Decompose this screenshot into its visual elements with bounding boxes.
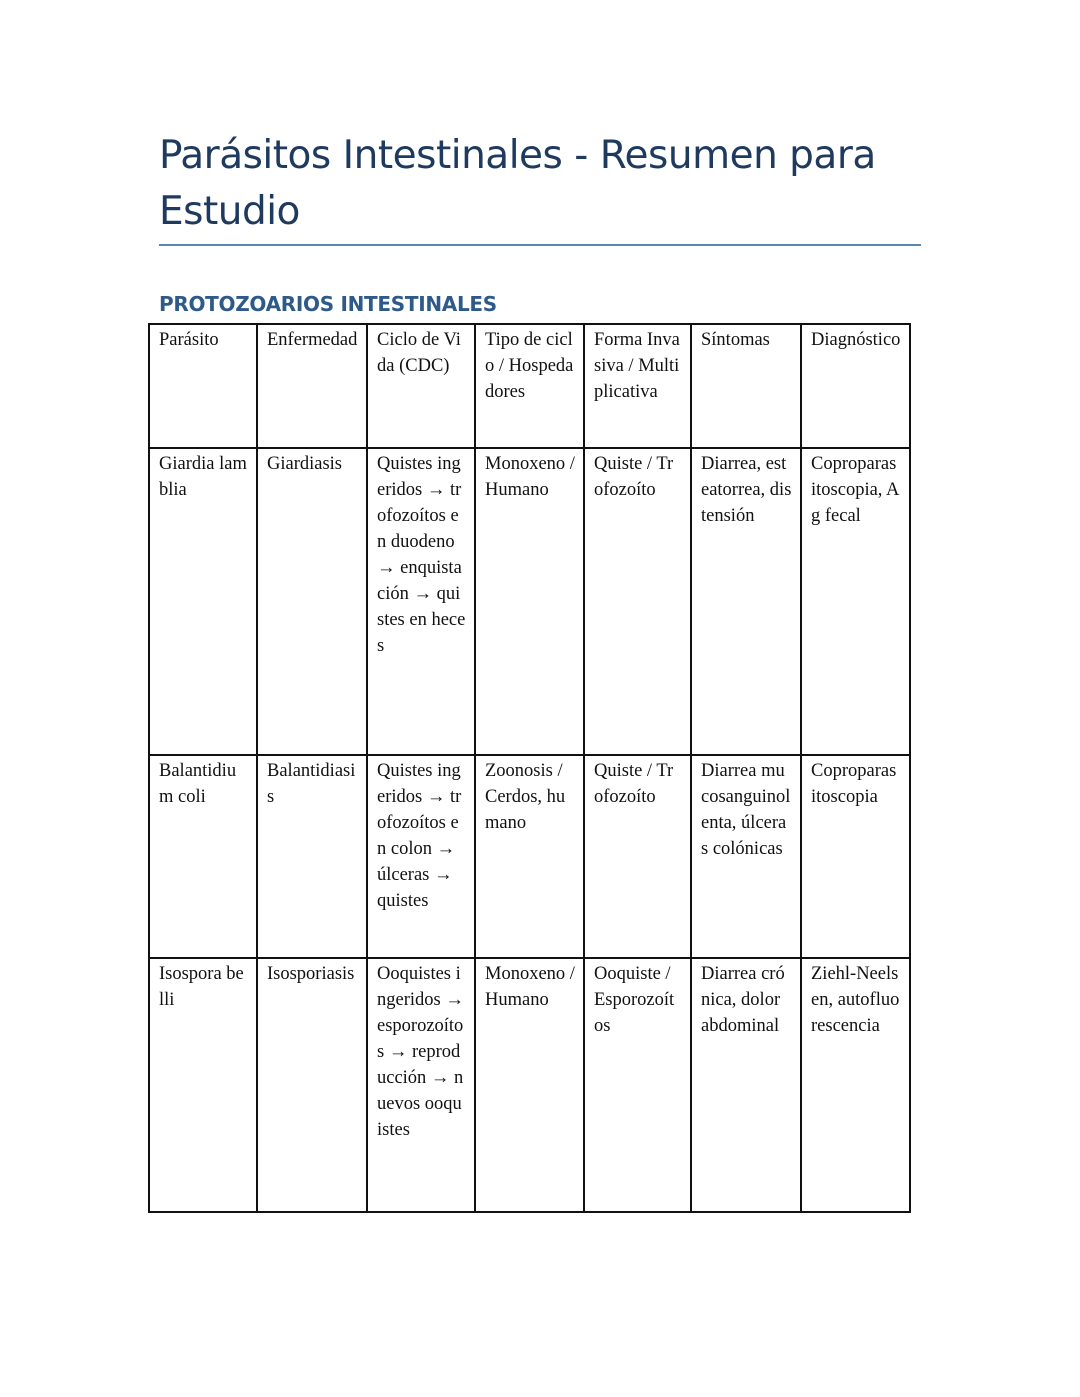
table-row	[149, 755, 910, 958]
table-cell: Quistes ingeridos → trofozoítos en duodeno → enquistación → quistes en heces	[367, 448, 475, 755]
table-cell: Monoxeno / Humano	[475, 958, 584, 1212]
table-cell: Ziehl-Neelsen, autofluorescencia	[801, 958, 910, 1212]
header-cell: Síntomas	[691, 324, 801, 448]
parasites-table	[148, 323, 911, 1213]
table-cell: Diarrea, esteatorrea, distensión	[691, 448, 801, 755]
table-cell: Ooquiste / Esporozoítos	[584, 958, 691, 1212]
table-cell: Ooquistes ingeridos → esporozoítos → reproducción → nuevos ooquistes	[367, 958, 475, 1212]
table-cell: Quistes ingeridos → trofozoítos en colon → úlceras → quistes	[367, 755, 475, 958]
table-cell: Coproparasitoscopia	[801, 755, 910, 958]
header-cell: Parásito	[149, 324, 257, 448]
table-header-row	[149, 324, 910, 448]
page-title: Parásitos Intestinales - Resumen para Estudio	[159, 133, 876, 234]
table-cell: Zoonosis / Cerdos, humano	[475, 755, 584, 958]
header-cell: Tipo de ciclo / Hospedadores	[475, 324, 584, 448]
table-cell: Isospora belli	[149, 958, 257, 1212]
table-cell: Balantidium coli	[149, 755, 257, 958]
table-row	[149, 958, 910, 1212]
table-row	[149, 448, 910, 755]
table-cell: Diarrea crónica, dolor abdominal	[691, 958, 801, 1212]
table-cell: Quiste / Trofozoíto	[584, 755, 691, 958]
table-cell: Giardia lamblia	[149, 448, 257, 755]
table-cell: Diarrea mucosanguinolenta, úlceras colónicas	[691, 755, 801, 958]
table-cell: Coproparasitoscopia, Ag fecal	[801, 448, 910, 755]
section-heading: PROTOZOARIOS INTESTINALES	[159, 292, 497, 316]
table-cell: Balantidiasis	[257, 755, 367, 958]
header-cell: Diagnóstico	[801, 324, 910, 448]
title-divider	[159, 244, 921, 246]
table-cell: Isosporiasis	[257, 958, 367, 1212]
table-cell: Giardiasis	[257, 448, 367, 755]
table-cell: Monoxeno / Humano	[475, 448, 584, 755]
header-cell: Forma Invasiva / Multiplicativa	[584, 324, 691, 448]
header-cell: Ciclo de Vida (CDC)	[367, 324, 475, 448]
header-cell: Enfermedad	[257, 324, 367, 448]
table-cell: Quiste / Trofozoíto	[584, 448, 691, 755]
